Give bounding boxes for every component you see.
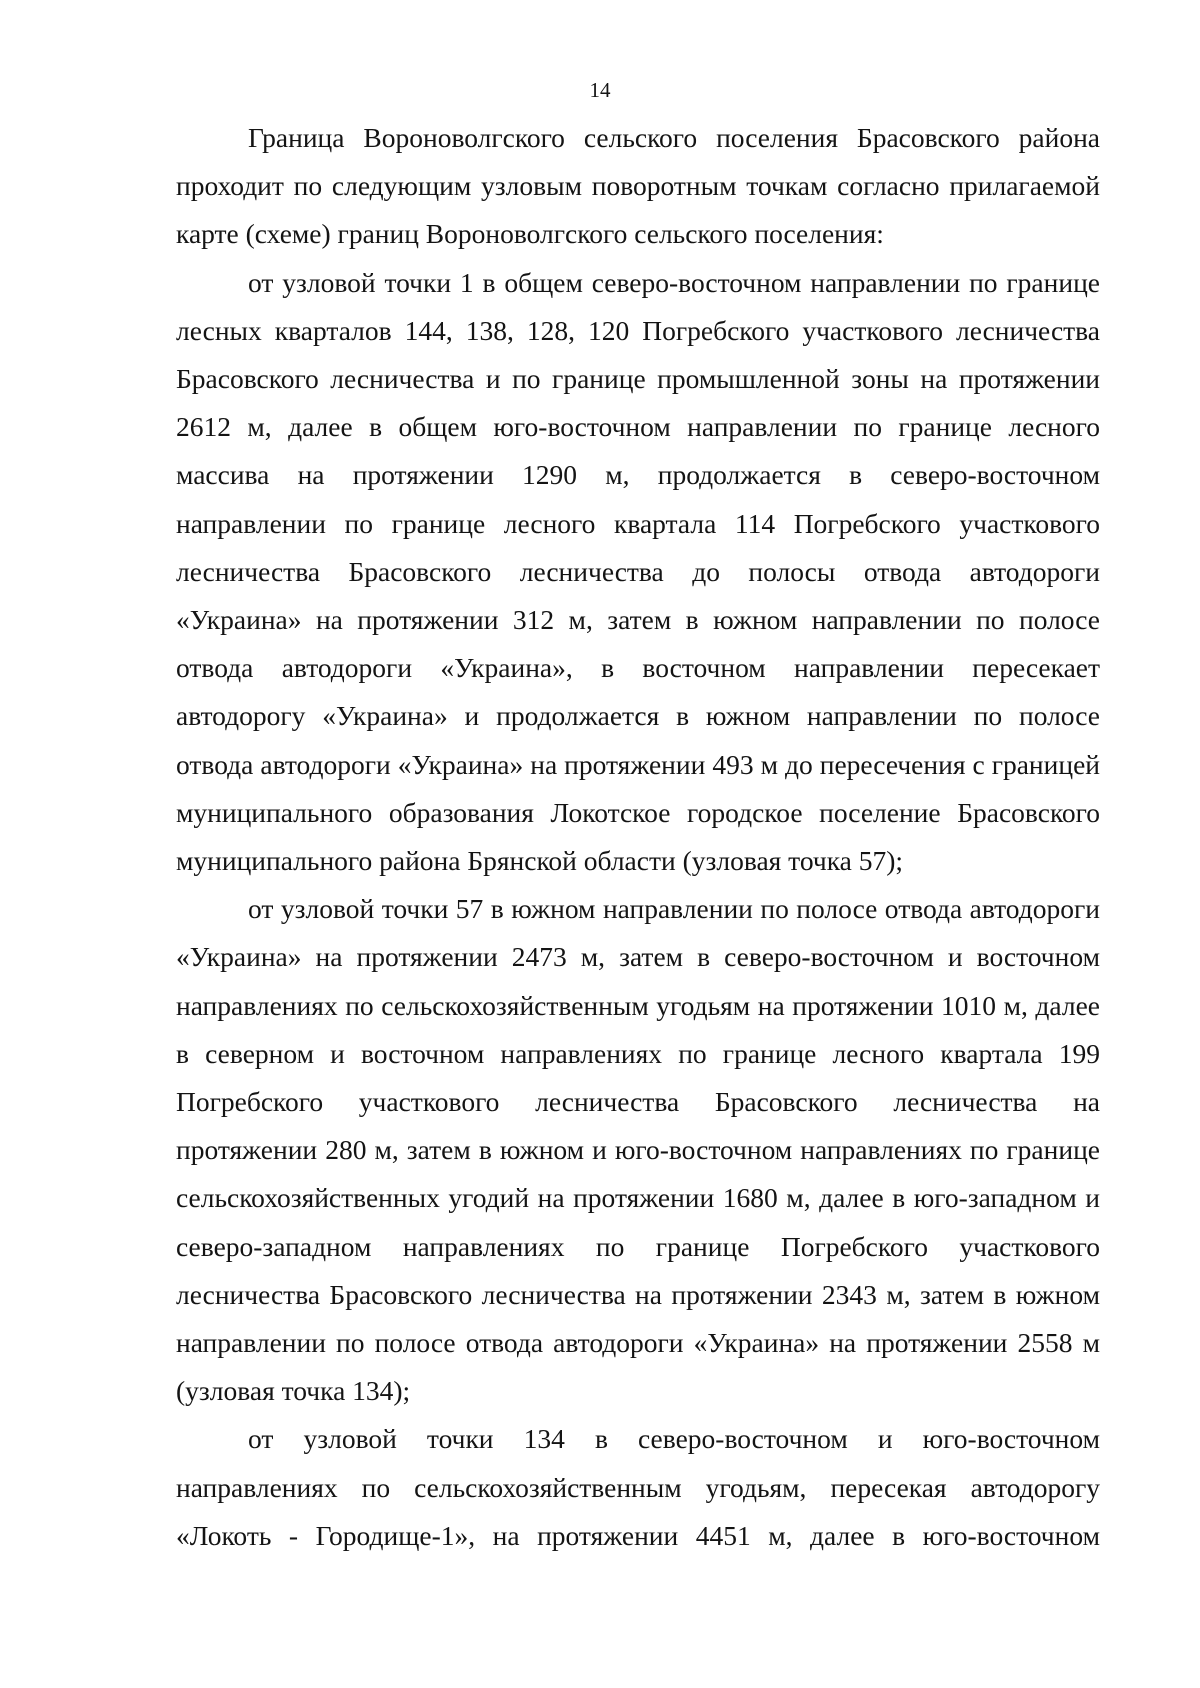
paragraph-from-point-57: от узловой точки 57 в южном направлении по полосе отвода автодороги «Украина» на протяжении 2473 м, затем в северо-восточном и восточном направлениях по сельскохозяйственным угодьям на протяжении 1010 м, далее в северном и восточном направлениях по границе лесного квартала 199 Погребского участкового лесничества Брасовского лесничества на протяжении 280 м, затем в южном и юго-восточном направлениях по границе сельскохозяйственных угодий на протяжении 1680 м, далее в юго-западном и северо-западном направлениях по границе Погребского участкового лесничества Брасовского лесничества на протяжении 2343 м, затем в южном направлении по полосе отвода автодороги «Украина» на протяжении 2558 м (узловая точка 134); [176,893,1100,1407]
paragraph-from-point-134: от узловой точки 134 в северо-восточном и юго-восточном направлениях по сельскохозяйственным угодьям, пересекая автодорогу «Локоть - Городище-1», на протяжении 4451 м, далее в юго-восточном [176,1423,1100,1551]
paragraph-boundary-intro: Граница Вороноволгского сельского поселения Брасовского района проходит по следующим узловым поворотным точкам согласно прилагаемой карте (схеме) границ Вороноволгского сельского поселения: [176,122,1100,250]
document-body [176,114,1100,1560]
paragraph-from-point-1: от узловой точки 1 в общем северо-восточном направлении по границе лесных кварталов 144, 138, 128, 120 Погребского участкового лесничества Брасовского лесничества и по границе промышленной зоны на протяжении 2612 м, далее в общем юго-восточном направлении по границе лесного массива на протяжении 1290 м, продолжается в северо-восточном направлении по границе лесного квартала 114 Погребского участкового лесничества Брасовского лесничества до полосы отвода автодороги «Украина» на протяжении 312 м, затем в южном направлении по полосе отвода автодороги «Украина», в восточном направлении пересекает автодорогу «Украина» и продолжается в южном направлении по полосе отвода автодороги «Украина» на протяжении 493 м до пересечения с границей муниципального образования Локотское городское поселение Брасовского муниципального района Брянской области (узловая точка 57); [176,266,1100,877]
page-number: 14 [589,78,611,102]
